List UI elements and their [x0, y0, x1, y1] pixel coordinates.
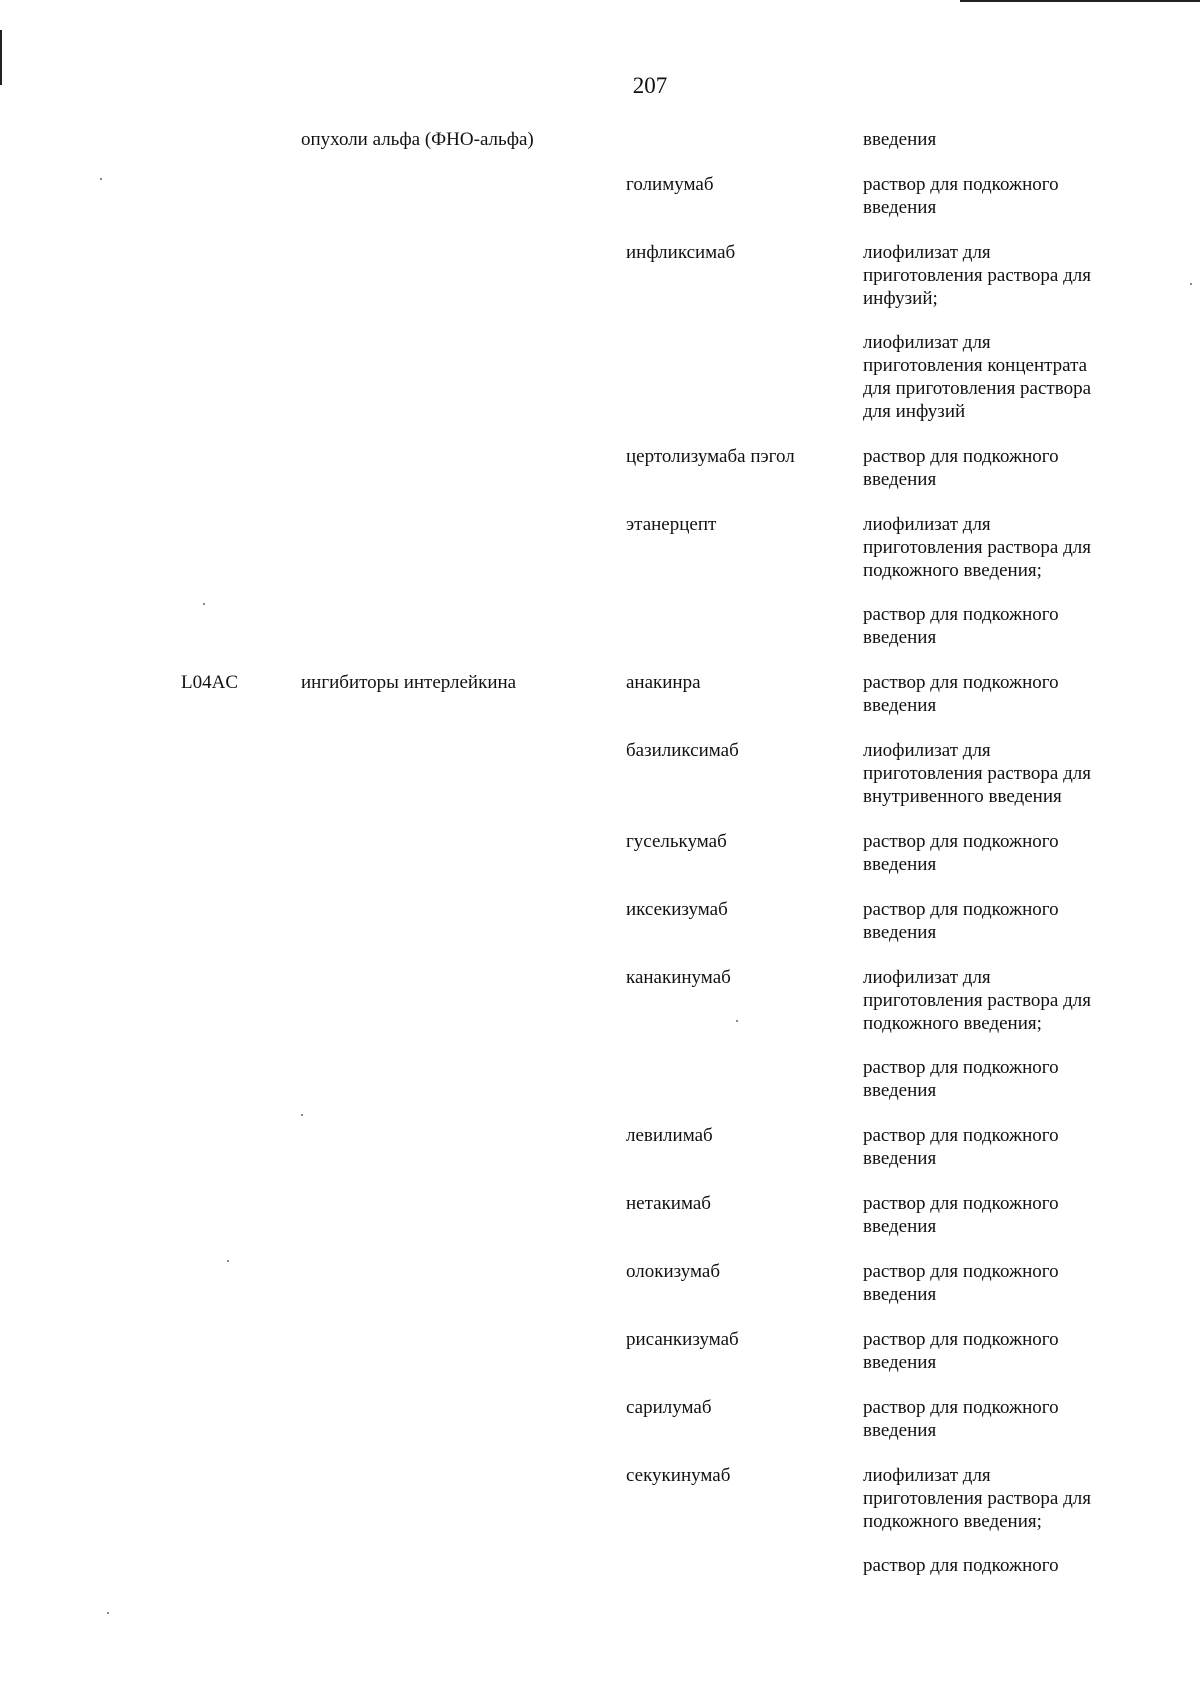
- dosage-form-line: лиофилизат для: [863, 242, 991, 263]
- dosage-form: [863, 1124, 1133, 1170]
- dosage-form-line: введения: [863, 922, 937, 943]
- dosage-forms: [863, 513, 1133, 649]
- dosage-form: [863, 1192, 1133, 1238]
- dosage-form-line: лиофилизат для: [863, 514, 991, 535]
- dosage-form-line: лиофилизат для: [863, 967, 991, 988]
- dosage-form: [863, 331, 1133, 423]
- dosage-form-line: раствор для подкожного: [863, 899, 1059, 920]
- dosage-form-line: инфузий;: [863, 288, 938, 309]
- dosage-form-line: раствор для подкожного: [863, 1329, 1059, 1350]
- drug-name: инфликсимаб: [626, 242, 736, 263]
- dosage-form-line: для инфузий: [863, 401, 966, 422]
- dosage-form-line: лиофилизат для: [863, 740, 991, 761]
- row-code: L04AC: [181, 672, 238, 693]
- dosage-form-line: раствор для подкожного: [863, 1261, 1059, 1282]
- dosage-forms: [863, 173, 1133, 219]
- dosage-form: [863, 603, 1133, 649]
- dosage-forms: [863, 128, 1133, 151]
- row-group: опухоли альфа (ФНО-альфа): [301, 129, 534, 150]
- dosage-form-line: лиофилизат для: [863, 332, 991, 353]
- scan-speck: [1190, 283, 1192, 285]
- drug-name: сарилумаб: [626, 1397, 712, 1418]
- dosage-form: [863, 173, 1133, 219]
- dosage-forms: [863, 898, 1133, 944]
- dosage-form-line: введения: [863, 469, 937, 490]
- dosage-form-line: раствор для подкожного: [863, 1397, 1059, 1418]
- dosage-form: [863, 830, 1133, 876]
- dosage-form-line: раствор для подкожного: [863, 446, 1059, 467]
- dosage-form-line: раствор для подкожного: [863, 831, 1059, 852]
- dosage-form-line: приготовления раствора для: [863, 1488, 1091, 1509]
- dosage-form-line: раствор для подкожного: [863, 604, 1059, 625]
- dosage-form: [863, 739, 1133, 808]
- dosage-form: [863, 671, 1133, 717]
- dosage-forms: [863, 445, 1133, 491]
- dosage-form: [863, 966, 1133, 1035]
- scan-speck: [203, 603, 205, 605]
- dosage-forms: [863, 241, 1133, 423]
- drug-name: голимумаб: [626, 174, 714, 195]
- drug-name: этанерцепт: [626, 514, 717, 535]
- drug-name: секукинумаб: [626, 1465, 731, 1486]
- dosage-form-line: для приготовления раствора: [863, 378, 1091, 399]
- drug-name: нетакимаб: [626, 1193, 711, 1214]
- dosage-form-line: раствор для подкожного: [863, 672, 1059, 693]
- drug-name: левилимаб: [626, 1125, 713, 1146]
- scan-speck: [100, 178, 102, 180]
- dosage-form: [863, 1260, 1133, 1306]
- drug-name: цертолизумаба пэгол: [626, 446, 795, 467]
- scan-edge-line: [960, 0, 1200, 2]
- dosage-forms: [863, 1260, 1133, 1306]
- dosage-form: [863, 1464, 1133, 1533]
- dosage-form-line: лиофилизат для: [863, 1465, 991, 1486]
- dosage-form: [863, 445, 1133, 491]
- dosage-form: [863, 513, 1133, 582]
- dosage-form-line: приготовления раствора для: [863, 763, 1091, 784]
- dosage-form-line: введения: [863, 1284, 937, 1305]
- dosage-forms: [863, 739, 1133, 808]
- dosage-form-line: приготовления раствора для: [863, 537, 1091, 558]
- dosage-form-line: введения: [863, 1420, 937, 1441]
- dosage-forms: [863, 1464, 1133, 1577]
- dosage-form: [863, 1056, 1133, 1102]
- dosage-form: [863, 1396, 1133, 1442]
- dosage-forms: [863, 830, 1133, 876]
- dosage-form-line: введения: [863, 1080, 937, 1101]
- dosage-form-line: подкожного введения;: [863, 1511, 1042, 1532]
- dosage-form-line: раствор для подкожного: [863, 1193, 1059, 1214]
- dosage-form-line: введения: [863, 1352, 937, 1373]
- dosage-form-line: введения: [863, 695, 937, 716]
- dosage-form-line: подкожного введения;: [863, 560, 1042, 581]
- drug-name: гуселькумаб: [626, 831, 727, 852]
- dosage-form-line: раствор для подкожного: [863, 1125, 1059, 1146]
- dosage-form: [863, 1328, 1133, 1374]
- drug-name: рисанкизумаб: [626, 1329, 739, 1350]
- row-group: ингибиторы интерлейкина: [301, 672, 517, 693]
- drug-name: канакинумаб: [626, 967, 731, 988]
- dosage-form-line: введения: [863, 1148, 937, 1169]
- dosage-form-line: введения: [863, 1216, 937, 1237]
- drug-name: иксекизумаб: [626, 899, 728, 920]
- dosage-forms: [863, 966, 1133, 1102]
- dosage-form-line: приготовления раствора для: [863, 265, 1091, 286]
- dosage-form-line: раствор для подкожного: [863, 1057, 1059, 1078]
- dosage-form-line: введения: [863, 197, 937, 218]
- dosage-form-line: введения: [863, 627, 937, 648]
- page-number: 207: [632, 73, 668, 98]
- dosage-forms: [863, 1124, 1133, 1170]
- dosage-form-line: введения: [863, 129, 937, 150]
- dosage-form-line: раствор для подкожного: [863, 1555, 1059, 1576]
- drug-name: базиликсимаб: [626, 740, 739, 761]
- dosage-form-line: подкожного введения;: [863, 1013, 1042, 1034]
- dosage-forms: [863, 1328, 1133, 1374]
- dosage-forms: [863, 671, 1133, 717]
- drug-name: олокизумаб: [626, 1261, 720, 1282]
- scan-speck: [301, 1114, 303, 1116]
- dosage-form-line: приготовления концентрата: [863, 355, 1088, 376]
- dosage-forms: [863, 1396, 1133, 1442]
- dosage-form-line: раствор для подкожного: [863, 174, 1059, 195]
- dosage-form-line: приготовления раствора для: [863, 990, 1091, 1011]
- scan-speck: [736, 1020, 738, 1022]
- scan-speck: [227, 1260, 229, 1262]
- dosage-form-line: внутривенного введения: [863, 786, 1062, 807]
- dosage-form: [863, 128, 1133, 151]
- dosage-form-line: введения: [863, 854, 937, 875]
- scan-speck: [107, 1612, 109, 1614]
- dosage-form: [863, 1554, 1133, 1577]
- dosage-form: [863, 241, 1133, 310]
- drug-name: анакинра: [626, 672, 701, 693]
- dosage-form: [863, 898, 1133, 944]
- dosage-forms: [863, 1192, 1133, 1238]
